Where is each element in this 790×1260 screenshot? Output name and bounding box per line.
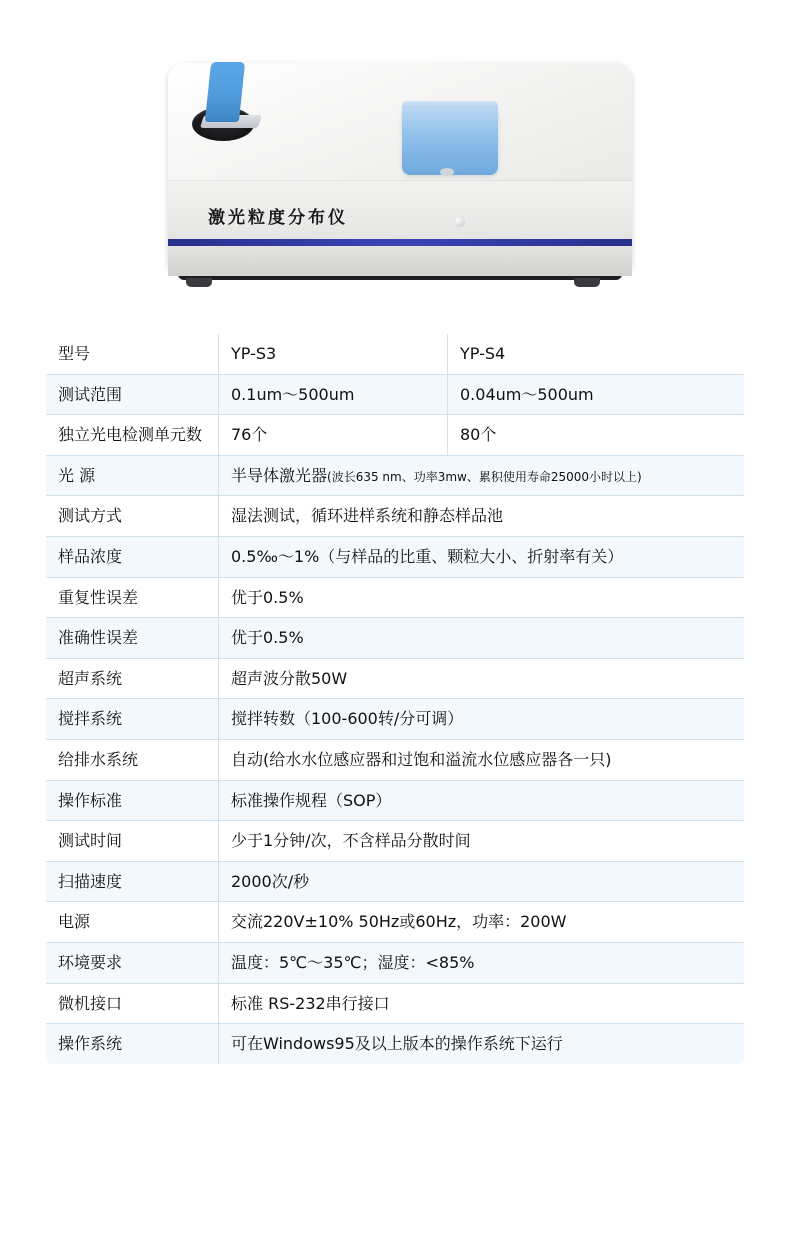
spec-label: 给排水系统: [46, 739, 219, 780]
spec-value-1: 标准 RS-232串行接口: [219, 983, 745, 1024]
spec-value-note: (波长635 nm、功率3mw、累积使用寿命25000小时以上): [327, 469, 642, 484]
specification-table: [45, 333, 745, 1065]
table-row: [46, 334, 745, 375]
spec-value-1: [219, 455, 745, 496]
spec-label: 超声系统: [46, 658, 219, 699]
spec-label: 扫描速度: [46, 861, 219, 902]
spec-value-2: YP-S4: [448, 334, 745, 375]
spec-value-1: 自动(给水水位感应器和过饱和溢流水位感应器各一只): [219, 739, 745, 780]
laser-particle-analyzer-device: [150, 45, 650, 295]
spec-label: 搅拌系统: [46, 699, 219, 740]
spec-value-1: 温度：5℃～35℃；湿度：<85%: [219, 942, 745, 983]
table-row: [46, 821, 745, 862]
spec-label: 准确性误差: [46, 618, 219, 659]
lid-knob-icon: [440, 168, 454, 176]
spec-label: 操作系统: [46, 1024, 219, 1065]
table-row: [46, 780, 745, 821]
table-row: [46, 536, 745, 577]
table-row: [46, 415, 745, 456]
spec-value-2: 80个: [448, 415, 745, 456]
spec-label: 独立光电检测单元数: [46, 415, 219, 456]
table-row: [46, 861, 745, 902]
power-indicator-icon: [454, 216, 465, 227]
spec-value-1: 交流220V±10% 50Hz或60Hz，功率：200W: [219, 902, 745, 943]
table-row: [46, 496, 745, 537]
spec-value-1: 湿法测试，循环进样系统和静态样品池: [219, 496, 745, 537]
spec-value-1: 2000次/秒: [219, 861, 745, 902]
spec-label: 微机接口: [46, 983, 219, 1024]
device-foot-right: [574, 278, 600, 287]
specification-table-wrapper: [45, 333, 745, 1065]
table-row: [46, 1024, 745, 1065]
spec-value-1: 可在Windows95及以上版本的操作系统下运行: [219, 1024, 745, 1065]
table-row: [46, 374, 745, 415]
spec-value-1: 少于1分钟/次，不含样品分散时间: [219, 821, 745, 862]
table-row: [46, 658, 745, 699]
table-row: [46, 618, 745, 659]
spec-value-2: 0.04um～500um: [448, 374, 745, 415]
table-row: [46, 942, 745, 983]
spec-label: 重复性误差: [46, 577, 219, 618]
spec-value-1: 0.1um～500um: [219, 374, 448, 415]
sample-holder-blue: [205, 62, 245, 122]
spec-label: 电源: [46, 902, 219, 943]
spec-value-1: 超声波分散50W: [219, 658, 745, 699]
spec-value-1: 0.5‰～1%（与样品的比重、颗粒大小、折射率有关）: [219, 536, 745, 577]
spec-value-1: 标准操作规程（SOP）: [219, 780, 745, 821]
table-row: [46, 455, 745, 496]
device-blue-stripe: [168, 239, 632, 246]
spec-label: 操作标准: [46, 780, 219, 821]
spec-label: 光 源: [46, 455, 219, 496]
spec-label: 测试时间: [46, 821, 219, 862]
device-foot-left: [186, 278, 212, 287]
specification-table-body: [46, 334, 745, 1065]
spec-value-main: 半导体激光器: [231, 465, 328, 485]
spec-label: 环境要求: [46, 942, 219, 983]
device-lower-panel: [168, 246, 632, 276]
table-row: [46, 902, 745, 943]
device-brand-label: 激光粒度分布仪: [208, 208, 348, 228]
table-row: [46, 983, 745, 1024]
spec-value-1: 76个: [219, 415, 448, 456]
table-row: [46, 739, 745, 780]
table-row: [46, 577, 745, 618]
spec-value-1: 优于0.5%: [219, 618, 745, 659]
spec-label: 型号: [46, 334, 219, 375]
product-image-area: [0, 0, 790, 330]
sample-chamber-lid: [402, 107, 498, 175]
spec-label: 测试范围: [46, 374, 219, 415]
spec-value-1: YP-S3: [219, 334, 448, 375]
spec-value-1: 优于0.5%: [219, 577, 745, 618]
table-row: [46, 699, 745, 740]
spec-label: 测试方式: [46, 496, 219, 537]
spec-label: 样品浓度: [46, 536, 219, 577]
spec-value-1: 搅拌转数（100-600转/分可调）: [219, 699, 745, 740]
